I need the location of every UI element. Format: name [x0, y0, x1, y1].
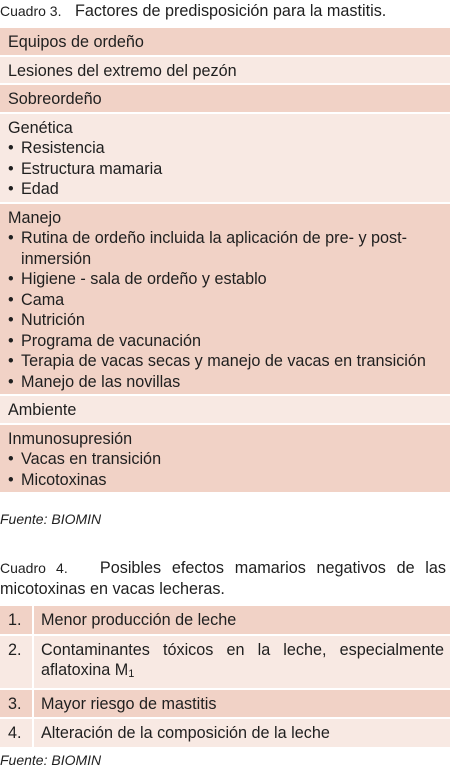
table3-row-header: Ambiente: [8, 401, 77, 419]
table3-list-item: • Edad: [8, 180, 59, 198]
table4-row-text: Mayor riesgo de mastitis: [41, 694, 217, 713]
table3-row: [0, 28, 450, 57]
table4-row-text: Menor producción de leche: [41, 611, 237, 629]
table3-list-item: • Nutrición: [8, 311, 85, 329]
table3-row-header: Genética: [8, 118, 73, 137]
table3-list-item: • Vacas en transición: [8, 450, 162, 468]
table3-row: [0, 396, 450, 425]
table3-row: [0, 85, 450, 114]
table4-row-number: 2.: [0, 636, 34, 688]
table3-list-item: • Micotoxinas: [8, 470, 107, 489]
table4-row: [0, 719, 450, 749]
table4-row: [0, 606, 450, 636]
table3-list-item: • Manejo de las novillas: [8, 372, 181, 391]
subscript: 1: [128, 668, 135, 680]
table3-row: [0, 425, 450, 495]
table3-row-header: Inmunosupresión: [8, 429, 133, 448]
table3-list-item: • Rutina de ordeño incluida la aplicación de pre- y post-inmersión: [8, 229, 408, 268]
table3-source: Fuente: BIOMIN: [0, 511, 102, 527]
table3: [0, 28, 450, 494]
table4-row-number: 1.: [0, 606, 34, 634]
table4-row: [0, 690, 450, 720]
table3-list-item: • Programa de vacunación: [8, 331, 201, 350]
table4-row-text: Contaminantes tóxicos en la leche, especialmente aflatoxina M1: [41, 640, 444, 680]
table3-row: [0, 204, 450, 397]
table3-list-item: • Cama: [8, 290, 65, 309]
table3-row-header: Sobreordeño: [8, 90, 102, 108]
table3-row-header: Lesiones del extremo del pezón: [8, 61, 237, 80]
table3-list-item: • Resistencia: [8, 139, 105, 157]
table4-row-number: 4.: [0, 719, 34, 747]
table3-caption-title: Factores de predisposición para la mastitis.: [74, 2, 387, 20]
table4-row-text: Alteración de la composición de la leche: [41, 724, 330, 742]
table4: [0, 606, 450, 749]
table3-row-header: Equipos de ordeño: [8, 33, 144, 51]
table3-row-header: Manejo: [8, 208, 62, 227]
table4-caption-number: Cuadro 4.: [0, 560, 68, 576]
table4-caption-title: Posibles efectos mamarios negativos de las micotoxinas en vacas lecheras.: [0, 559, 446, 598]
table4-row-number: 3.: [0, 690, 34, 718]
table4-caption: [0, 558, 446, 600]
table4-source: Fuente: BIOMIN: [0, 752, 102, 768]
table3-caption: [0, 1, 446, 22]
table3-row: [0, 114, 450, 204]
table4-row: [0, 636, 450, 690]
table3-caption-number: Cuadro 3.: [0, 3, 62, 19]
table3-list-item: • Terapia de vacas secas y manejo de vacas en transición: [8, 352, 426, 370]
table3-list-item: • Higiene - sala de ordeño y establo: [8, 270, 267, 288]
table3-list-item: • Estructura mamaria: [8, 159, 163, 178]
table3-row: [0, 57, 450, 86]
